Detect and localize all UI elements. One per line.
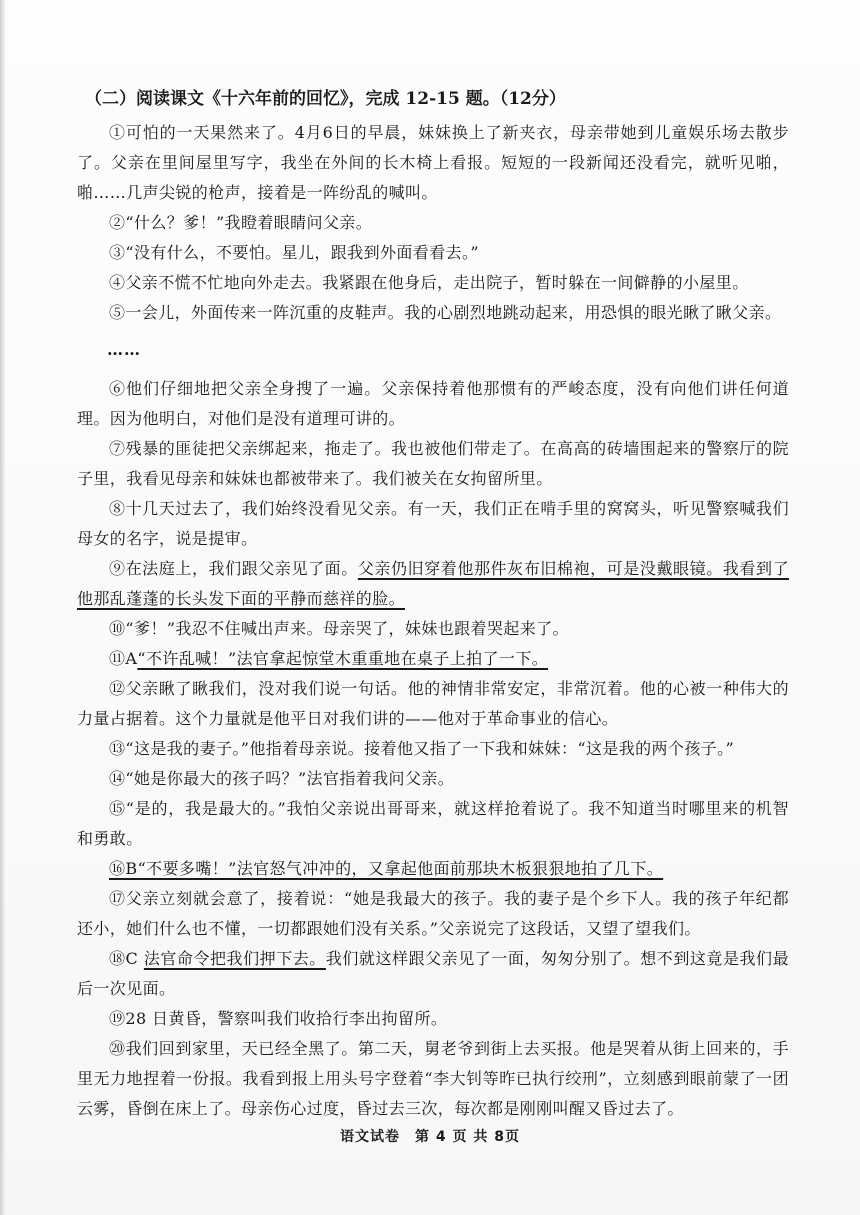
paragraph-4: ④父亲不慌不忙地向外走去。我紧跟在他身后，走出院子，暂时躲在一间僻静的小屋里。	[109, 273, 749, 292]
paragraph-18	[77, 944, 789, 1004]
paragraph-14: ⑭“她是你最大的孩子吗？”法官指着我问父亲。	[109, 769, 455, 788]
paragraph-11	[77, 644, 789, 674]
paragraph-11-underlined: “不许乱喊！”法官拿起惊堂木重重地在桌子上拍了一下。	[137, 649, 549, 668]
paragraph-16	[77, 854, 789, 884]
paragraph-12: ⑫父亲瞅了瞅我们，没对我们说一句话。他的神情非常安定，非常沉着。他的心被一种伟大的力量占据着。这个力量就是他平日对我们讲的——他对于革命事业的信心。	[77, 679, 789, 728]
paragraph-9-lead: ⑨在法庭上，我们跟父亲见了面。	[109, 559, 358, 578]
paragraph-18-rest: 我们就这样跟父亲见了一面，匆匆分别了。想不到这竟是我们最后一次见面。	[77, 949, 789, 998]
paragraph-13: ⑬“这是我的妻子。”他指着母亲说。接着他又指了一下我和妹妹：“这是我的两个孩子。”	[109, 739, 735, 758]
paragraph-7: ⑦残暴的匪徒把父亲绑起来，拖走了。我也被他们带走了。在高高的砖墙围起来的警察厅的院子里，我看见母亲和妹妹也都被带来了。我们被关在女拘留所里。	[77, 439, 789, 488]
paragraph-20: ⑳我们回到家里，天已经全黑了。第二天，舅老爷到街上去买报。他是哭着从街上回来的，手里无力地捏着一份报。我看到报上用头号字登着“李大钊等昨已执行绞刑”，立刻感到眼前蒙了一团云雾，昏倒在床上了。母亲伤心过度，昏过去三次，每次都是刚刚叫醒又昏过去了。	[77, 1039, 789, 1118]
paragraph-2: ②“什么？爹！”我瞪着眼睛问父亲。	[109, 213, 373, 232]
reading-passage	[77, 88, 789, 1124]
marker-a: ⑪A	[109, 649, 138, 668]
page-footer: 语文试卷 第 4 页 共 8页	[340, 1129, 520, 1145]
paragraph-10: ⑩“爹！”我忍不住喊出声来。母亲哭了，妹妹也跟着哭起来了。	[109, 619, 569, 638]
paragraph-9-underlined: 父亲仍旧穿着他那件灰布旧棉袍，可是没戴眼镜。我看到了他那乱蓬蓬的长头发下面的平静而慈祥的脸。	[77, 559, 789, 608]
paragraph-5: ⑤一会儿，外面传来一阵沉重的皮鞋声。我的心剧烈地跳动起来，用恐惧的眼光瞅了瞅父亲。	[109, 303, 782, 322]
omission-ellipsis: ……	[107, 340, 141, 359]
section-heading: （二）阅读课文《十六年前的回忆》，完成 12-15 题。（12分）	[85, 89, 566, 109]
paragraph-18-underlined: 法官命令把我们押下去。	[143, 949, 326, 968]
paragraph-8: ⑧十几天过去了，我们始终没看见父亲。有一天，我们正在啃手里的窝窝头，听见警察喊我们母女的名字，说是提审。	[77, 499, 789, 548]
marker-c: ⑱C	[109, 949, 144, 968]
paragraph-6: ⑥他们仔细地把父亲全身搜了一遍。父亲保持着他那惯有的严峻态度，没有向他们讲任何道理。因为他明白，对他们是没有道理可讲的。	[77, 379, 789, 428]
paragraph-16-underlined: “不要多嘴！”法官怒气冲冲的，又拿起他面前那块木板狠狠地拍了几下。	[137, 859, 664, 878]
page-edge-shadow	[0, 0, 5, 1215]
paragraph-15: ⑮“是的，我是最大的。”我怕父亲说出哥哥来，就这样抢着说了。我不知道当时哪里来的机智和勇敢。	[77, 799, 789, 848]
paragraph-17: ⑰父亲立刻就会意了，接着说：“她是我最大的孩子。我的妻子是个乡下人。我的孩子年纪都还小，她们什么也不懂，一切都跟她们没有关系。”父亲说完了这段话，又望了望我们。	[77, 889, 789, 938]
paragraph-9	[77, 554, 789, 614]
paragraph-3: ③“没有什么，不要怕。星儿，跟我到外面看看去。”	[109, 243, 479, 262]
paragraph-19: ⑲28 日黄昏，警察叫我们收拾行李出拘留所。	[109, 1009, 448, 1028]
marker-b: ⑯B	[109, 859, 138, 878]
paragraph-1: ①可怕的一天果然来了。4月6日的早晨，妹妹换上了新夹衣，母亲带她到儿童娱乐场去散步了。父亲在里间屋里写字，我坐在外间的长木椅上看报。短短的一段新闻还没看完，就听见啪，啪……几声尖锐的枪声，接着是一阵纷乱的喊叫。	[77, 123, 789, 202]
